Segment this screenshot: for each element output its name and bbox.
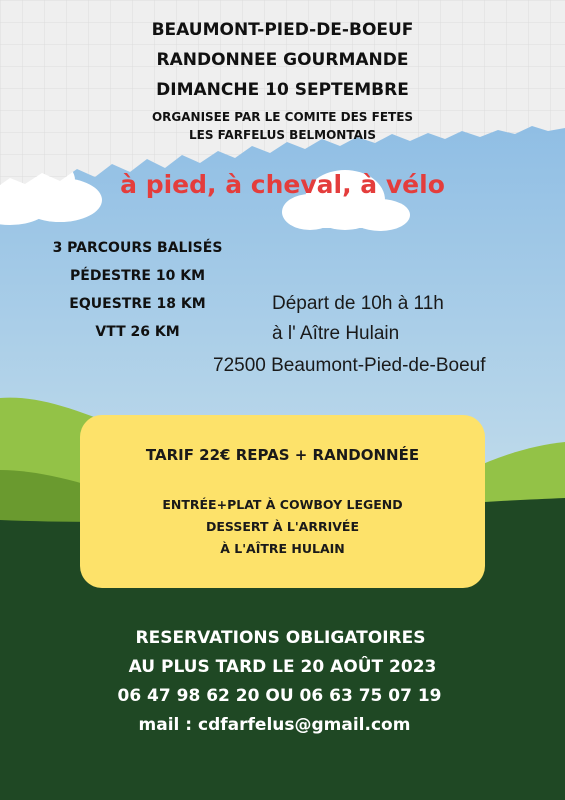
menu-line-2: DESSERT À L'ARRIVÉE (206, 519, 359, 534)
reservations-deadline: AU PLUS TARD LE 20 AOÛT 2023 (128, 657, 437, 677)
header-organizer: ORGANISEE PAR LE COMITE DES FETES (151, 110, 414, 124)
header-date: DIMANCHE 10 SEPTEMBRE (156, 80, 409, 100)
header-town: BEAUMONT-PIED-DE-BOEUF (151, 20, 414, 40)
tarif-box (80, 415, 485, 588)
departure-address: 72500 Beaumont-Pied-de-Boeuf (213, 355, 486, 376)
tagline: à pied, à cheval, à vélo (120, 170, 445, 199)
reservations-phones: 06 47 98 62 20 OU 06 63 75 07 19 (117, 686, 442, 706)
header-committee: LES FARFELUS BELMONTAIS (188, 128, 376, 142)
reservations-title: RESERVATIONS OBLIGATOIRES (135, 628, 426, 648)
tarif-title: TARIF 22€ REPAS + RANDONNÉE (145, 446, 420, 464)
departure-place: à l' Aître Hulain (272, 323, 400, 344)
courses-title: 3 PARCOURS BALISÉS (52, 240, 223, 256)
reservations-email: mail : cdfarfelus@gmail.com (138, 715, 411, 735)
menu-line-1: ENTRÉE+PLAT À COWBOY LEGEND (162, 497, 403, 512)
course-equestrian: EQUESTRE 18 KM (69, 296, 206, 312)
header-event: RANDONNEE GOURMANDE (156, 50, 409, 70)
course-vtt: VTT 26 KM (95, 324, 180, 340)
course-pedestrian: PÉDESTRE 10 KM (70, 268, 205, 284)
menu-line-3: À L'AÎTRE HULAIN (220, 541, 345, 556)
departure-time: Départ de 10h à 11h (272, 293, 444, 314)
